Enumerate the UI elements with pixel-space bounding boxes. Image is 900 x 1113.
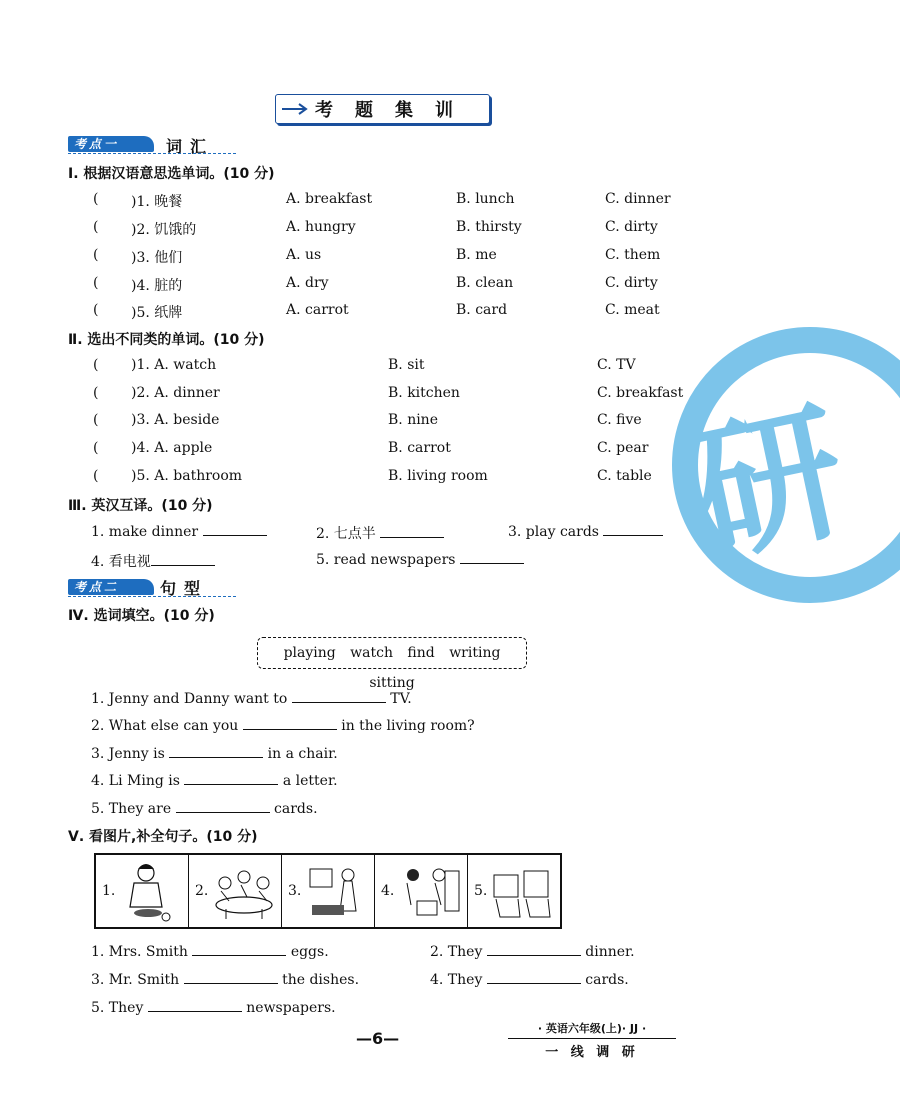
- q4-item: 3. Jenny is in a chair.: [91, 746, 338, 762]
- q1-option-c: C. dirty: [605, 275, 658, 291]
- q2-option-c: C. table: [597, 468, 652, 484]
- answer-blank[interactable]: [243, 717, 337, 730]
- section2-divider: [68, 596, 236, 597]
- answer-blank[interactable]: [184, 772, 278, 785]
- q1-option-c: C. them: [605, 247, 661, 263]
- q1-paren[interactable]: (: [93, 302, 99, 318]
- q1-item-prompt: )5. 纸牌: [131, 305, 183, 321]
- q2-option-b: B. living room: [388, 468, 488, 484]
- watermark-seal: [650, 330, 900, 600]
- page-number: —6—: [356, 1029, 400, 1048]
- q4-item: 4. Li Ming is a letter.: [91, 773, 338, 789]
- q2-paren[interactable]: (: [93, 385, 99, 401]
- q2-option-a: )2. A. dinner: [131, 385, 220, 401]
- q1-option-b: B. card: [456, 302, 508, 318]
- q5-item: 1. Mrs. Smith eggs.: [91, 944, 329, 960]
- q1-item-prompt: )3. 他们: [131, 250, 183, 266]
- q2-option-b: B. nine: [388, 412, 438, 428]
- q3-item: 5. read newspapers: [316, 551, 524, 568]
- q2-option-b: B. carrot: [388, 440, 451, 456]
- answer-blank[interactable]: [460, 551, 524, 564]
- q3-item: 4. 看电视: [91, 551, 215, 571]
- watermark-char: 研: [676, 384, 860, 586]
- arrow-icon: [281, 102, 311, 116]
- q2-paren[interactable]: (: [93, 412, 99, 428]
- q1-paren[interactable]: (: [93, 247, 99, 263]
- banner-title: 考题集训: [315, 100, 475, 121]
- answer-blank[interactable]: [487, 971, 581, 984]
- picture-cell: 3.: [282, 855, 375, 927]
- q2-option-a: )1. A. watch: [131, 357, 217, 373]
- answer-blank[interactable]: [176, 800, 270, 813]
- q2-option-c: C. pear: [597, 440, 649, 456]
- picture-cell: 2.: [189, 855, 282, 927]
- q2-paren[interactable]: (: [93, 468, 99, 484]
- q1-option-c: C. dinner: [605, 191, 671, 207]
- q4-heading: Ⅳ. 选词填空。(10 分): [68, 608, 215, 624]
- picture-cell: 4.: [375, 855, 468, 927]
- q5-heading: Ⅴ. 看图片,补全句子。(10 分): [68, 829, 258, 845]
- q2-option-a: )3. A. beside: [131, 412, 220, 428]
- q2-option-c: C. breakfast: [597, 385, 684, 401]
- q5-item: 5. They newspapers.: [91, 1000, 336, 1016]
- q5-item: 2. They dinner.: [430, 944, 635, 960]
- q4-item: 5. They are cards.: [91, 801, 318, 817]
- q2-option-b: B. kitchen: [388, 385, 460, 401]
- q1-option-a: A. us: [286, 247, 322, 263]
- q1-option-a: A. dry: [286, 275, 329, 291]
- q2-paren[interactable]: (: [93, 440, 99, 456]
- section2-pill: 考点二: [68, 579, 154, 595]
- answer-blank[interactable]: [292, 690, 386, 703]
- section1-name: 词汇: [166, 137, 215, 156]
- q1-option-c: C. dirty: [605, 219, 658, 235]
- q1-option-b: B. lunch: [456, 191, 515, 207]
- q2-option-c: C. five: [597, 412, 642, 428]
- answer-blank[interactable]: [184, 971, 278, 984]
- q1-heading: Ⅰ. 根据汉语意思选单词。(10 分): [68, 166, 275, 182]
- q5-item: 4. They cards.: [430, 972, 629, 988]
- picture-cell: 1.: [96, 855, 189, 927]
- q2-option-c: C. TV: [597, 357, 636, 373]
- dinner-picture-icon: [211, 861, 277, 923]
- q5-item: 3. Mr. Smith the dishes.: [91, 972, 360, 988]
- section2-name: 句型: [160, 579, 209, 598]
- answer-blank[interactable]: [603, 523, 663, 536]
- q1-item-prompt: )2. 饥饿的: [131, 222, 197, 238]
- q2-option-b: B. sit: [388, 357, 425, 373]
- book-info: [508, 1020, 676, 1060]
- answer-blank[interactable]: [192, 943, 286, 956]
- banner: [275, 94, 490, 124]
- word-bank: playing watch find writing sitting: [257, 637, 527, 669]
- q1-paren[interactable]: (: [93, 191, 99, 207]
- book-title: · 英语六年级(上)· JJ ·: [537, 1022, 647, 1035]
- q3-item: 3. play cards: [508, 523, 663, 540]
- q1-option-b: B. thirsty: [456, 219, 522, 235]
- q1-option-a: A. hungry: [286, 219, 356, 235]
- q3-item: 1. make dinner: [91, 523, 267, 540]
- q1-option-a: A. carrot: [286, 302, 349, 318]
- answer-blank[interactable]: [203, 523, 267, 536]
- q3-item: 2. 七点半: [316, 523, 444, 543]
- q2-option-a: )5. A. bathroom: [131, 468, 243, 484]
- answer-blank[interactable]: [148, 999, 242, 1012]
- picture-cell: 5.: [468, 855, 560, 927]
- q1-option-b: B. me: [456, 247, 497, 263]
- answer-blank[interactable]: [380, 525, 444, 538]
- answer-blank[interactable]: [151, 553, 215, 566]
- q1-paren[interactable]: (: [93, 275, 99, 291]
- answer-blank[interactable]: [487, 943, 581, 956]
- q2-paren[interactable]: (: [93, 357, 99, 373]
- dishes-picture-icon: [304, 861, 370, 923]
- q1-item-prompt: )1. 晚餐: [131, 194, 183, 210]
- q3-heading: Ⅲ. 英汉互译。(10 分): [68, 498, 213, 514]
- cooking-picture-icon: [118, 861, 178, 923]
- picture-strip: [94, 853, 562, 929]
- cards-picture-icon: [397, 861, 463, 923]
- q4-item: 1. Jenny and Danny want to TV.: [91, 691, 412, 707]
- newspaper-picture-icon: [490, 861, 556, 923]
- section1-divider: [68, 153, 236, 154]
- answer-blank[interactable]: [169, 745, 263, 758]
- series-title: 一 线 调 研: [545, 1045, 639, 1060]
- q1-paren[interactable]: (: [93, 219, 99, 235]
- q2-heading: Ⅱ. 选出不同类的单词。(10 分): [68, 332, 265, 348]
- q1-option-b: B. clean: [456, 275, 514, 291]
- q1-option-a: A. breakfast: [286, 191, 373, 207]
- q1-option-c: C. meat: [605, 302, 660, 318]
- section1-pill: 考点一: [68, 136, 154, 152]
- q4-item: 2. What else can you in the living room?: [91, 718, 475, 734]
- q1-item-prompt: )4. 脏的: [131, 278, 183, 294]
- q2-option-a: )4. A. apple: [131, 440, 213, 456]
